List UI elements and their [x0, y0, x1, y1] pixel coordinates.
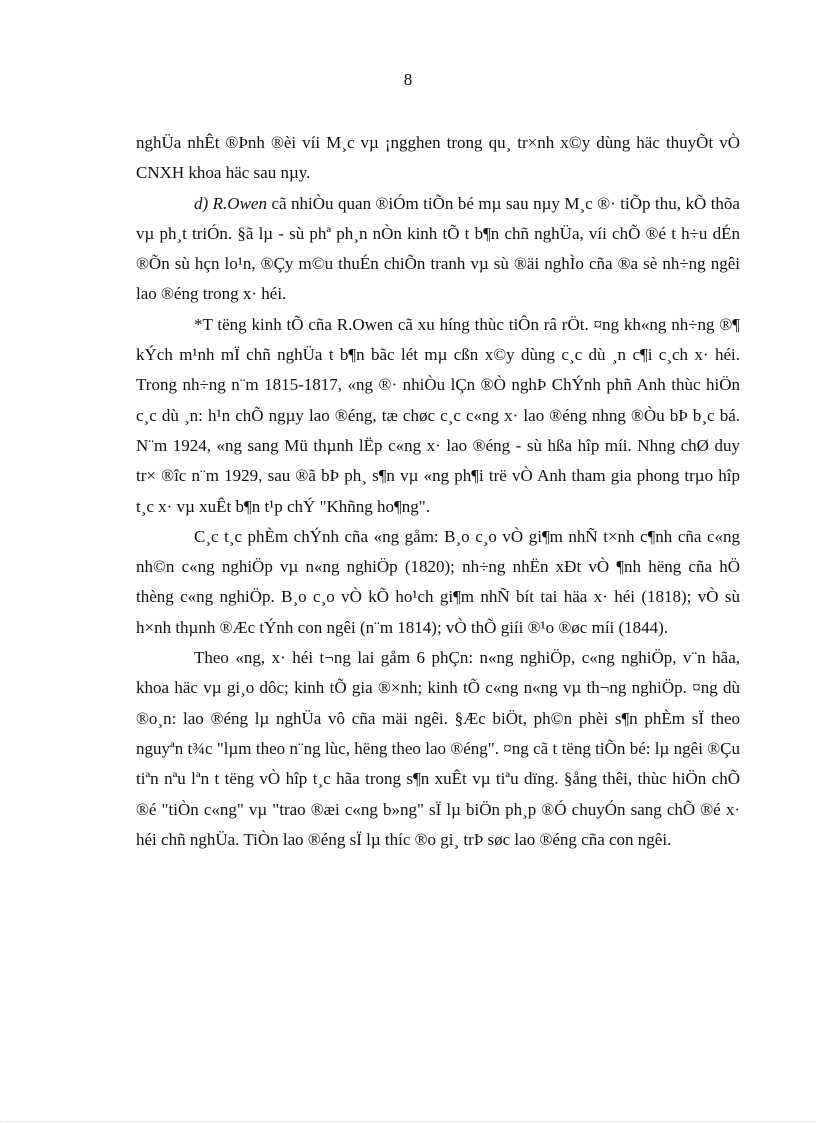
paragraph-1: nghÜa nhÊt ®Þnh ®èi víi M¸c vµ ¡ngghen trong qu¸ tr×nh x©y dùng häc thuyÕt vÒ CNXH khoa häc sau nµy.	[136, 133, 740, 183]
paragraph-2-text: cã nhiÒu quan ®iÓm tiÕn bé mµ sau nµy M¸c ®· tiÕp thu, kÕ thõa vµ ph¸t triÓn. §ã lµ - sù phª ph¸n nÒn kinh tÕ t b¶n chñ nghÜa, víi chÕ ®é t h÷u dÉn ®Õn sù hçn lo¹n, ®Çy m©u thuÉn chiÕn tranh vµ sù ®äi nghÌo cña ®a sè nh÷ng ngêi lao ®éng trong x· héi.	[136, 193, 740, 304]
body-text	[136, 128, 740, 855]
paragraph-2	[136, 189, 740, 310]
page-number: 8	[403, 70, 413, 89]
paragraph-5: Theo «ng, x· héi t¬ng lai gåm 6 phÇn: n«ng nghiÖp, c«ng nghiÖp, v¨n hãa, khoa häc vµ gi¸o dôc; kinh tÕ gia ®×nh; kinh tÕ c«ng n«ng vµ th¬ng nghiÖp. ¤ng dù ®o¸n: lao ®éng lµ nghÜa vô cña mäi ngêi. §Æc biÖt, ph©n phèi s¶n phÈm sÏ theo nguyªn t¾c "lµm theo n¨ng lùc, hëng theo lao ®éng". ¤ng cã t tëng tiÕn bé: lµ ngêi ®Çu tiªn nªu lªn t tëng vÒ hîp t¸c hãa trong s¶n xuÊt vµ tiªu dïng. §ång thêi, thùc hiÖn chÕ ®é "tiÒn c«ng" vµ "trao ®æi c«ng b»ng" sÏ lµ biÖn ph¸p ®Ó chuyÓn sang chÕ ®é x· héi chñ nghÜa. TiÒn lao ®éng sÏ lµ thíc ®o gi¸ trÞ søc lao ®éng cña con ngêi.	[136, 648, 740, 849]
paragraph-4: C¸c t¸c phÈm chÝnh cña «ng gåm: B¸o c¸o vÒ gi¶m nhÑ t×nh c¶nh cña c«ng nh©n c«ng nghiÖp vµ n«ng nghiÖp (1820); nh÷ng nhËn xÐt vÒ ¶nh hëng cña hÖ thèng c«ng nghiÖp. B¸o c¸o vÒ kÕ ho¹ch gi¶m nhÑ bít tai häa x· héi (1818); vÒ sù h×nh thµnh ®Æc tÝnh con ngêi (n¨m 1814); vÒ thÕ giíi ®¹o ®øc míi (1844).	[136, 526, 740, 637]
paragraph-3: *T tëng kinh tÕ cña R.Owen cã xu híng thùc tiÔn râ rÖt. ¤ng kh«ng nh÷ng ®¶ kÝch m¹nh mÏ chñ nghÜa t b¶n bãc lét mµ cßn x©y dùng c¸c dù ¸n c¶i c¸ch x· héi. Trong nh÷ng n¨m 1815-1817, «ng ®· nhiÒu lÇn ®Ò nghÞ ChÝnh phñ Anh thùc hiÖn c¸c dù ¸n: h¹n chÕ ngµy lao ®éng, tæ chøc c¸c c«ng x· lao ®éng nhng ®Òu bÞ b¸c bá. N¨m 1924, «ng sang Mü thµnh lËp c«ng x· lao ®éng - sù hßa hîp míi. Nhng chØ duy tr× ®îc n¨m 1929, sau ®ã bÞ ph¸ s¶n vµ «ng ph¶i trë vÒ Anh tham gia phong trµo hîp t¸c x· vµ xuÊt b¶n t¹p chÝ "Khñng ho¶ng".	[136, 314, 740, 516]
section-heading-d: d) R.Owen	[194, 193, 267, 213]
page-bottom-divider	[0, 1121, 816, 1122]
